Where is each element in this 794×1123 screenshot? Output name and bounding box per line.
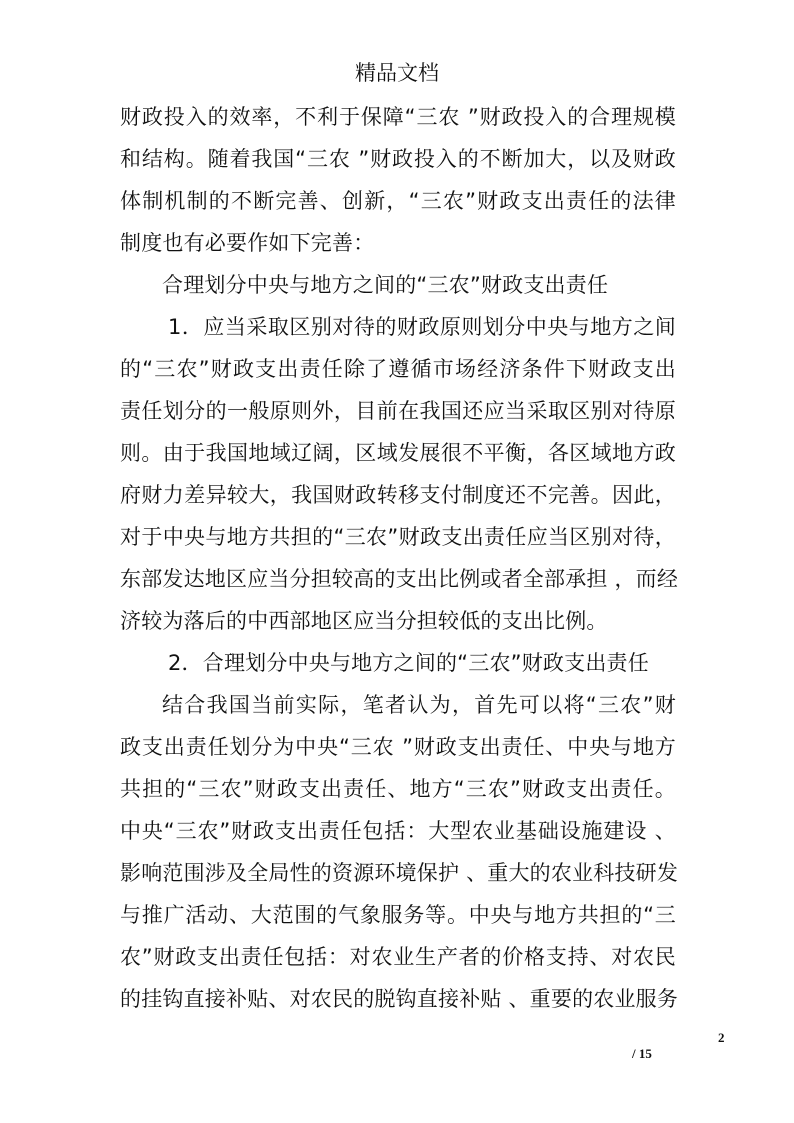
document-header-title: 精品文档 <box>355 61 439 85</box>
text-line: 东部发达地区应当分担较高的支出比例或者全部承担 ，而经 <box>120 567 679 591</box>
page-number: 2 <box>718 1030 725 1045</box>
text-line: 府财力差异较大，我国财政转移支付制度还不完善。因此， <box>120 483 676 507</box>
text-line: 共担的“三农”财政支出责任、地方“三农”财政支出责任。 <box>120 777 676 801</box>
text-line: 政支出责任划分为中央“三农 ”财政支出责任、中央与地方 <box>120 735 676 759</box>
text-line: 则。由于我国地域辽阔，区域发展很不平衡，各区域地方政 <box>120 441 676 465</box>
text-line: 济较为落后的中西部地区应当分担较低的支出比例。 <box>120 609 608 633</box>
text-line: 制度也有必要作如下完善： <box>120 231 375 255</box>
text-line: 责任划分的一般原则外，目前在我国还应当采取区别对待原 <box>120 399 676 423</box>
text-line: 农”财政支出责任包括：对农业生产者的价格支持、对农民 <box>120 945 676 969</box>
text-line: 财政投入的效率，不利于保障“三农 ”财政投入的合理规模 <box>120 105 676 129</box>
text-line: 的“三农”财政支出责任除了遵循市场经济条件下财政支出 <box>120 357 676 381</box>
text-line: 和结构。随着我国“三农 ”财政投入的不断加大，以及财政 <box>120 147 676 171</box>
text-line: 与推广活动、大范围的气象服务等。中央与地方共担的“三 <box>120 903 676 927</box>
section-heading: 合理划分中央与地方之间的“三农”财政支出责任 <box>162 273 609 297</box>
text-line: 对于中央与地方共担的“三农”财政支出责任应当区别对待， <box>120 525 676 549</box>
paragraph-start: 结合我国当前实际，笔者认为，首先可以将“三农”财 <box>162 693 676 717</box>
text-line: 的挂钩直接补贴、对农民的脱钩直接补贴 、重要的农业服务 <box>120 987 679 1011</box>
text-line: 影响范围涉及全局性的资源环境保护 、重大的农业科技研发 <box>120 861 679 885</box>
page-total: / 15 <box>632 1046 652 1061</box>
document-body <box>120 96 679 1020</box>
text-line: 中央“三农”财政支出责任包括：大型农业基础设施建设 、 <box>120 819 676 843</box>
numbered-heading: 2．合理划分中央与地方之间的“三农”财政支出责任 <box>168 651 649 675</box>
numbered-paragraph-start: 1．应当采取区别对待的财政原则划分中央与地方之间 <box>168 315 676 339</box>
text-line: 体制机制的不断完善、创新，“三农”财政支出责任的法律 <box>120 189 676 213</box>
